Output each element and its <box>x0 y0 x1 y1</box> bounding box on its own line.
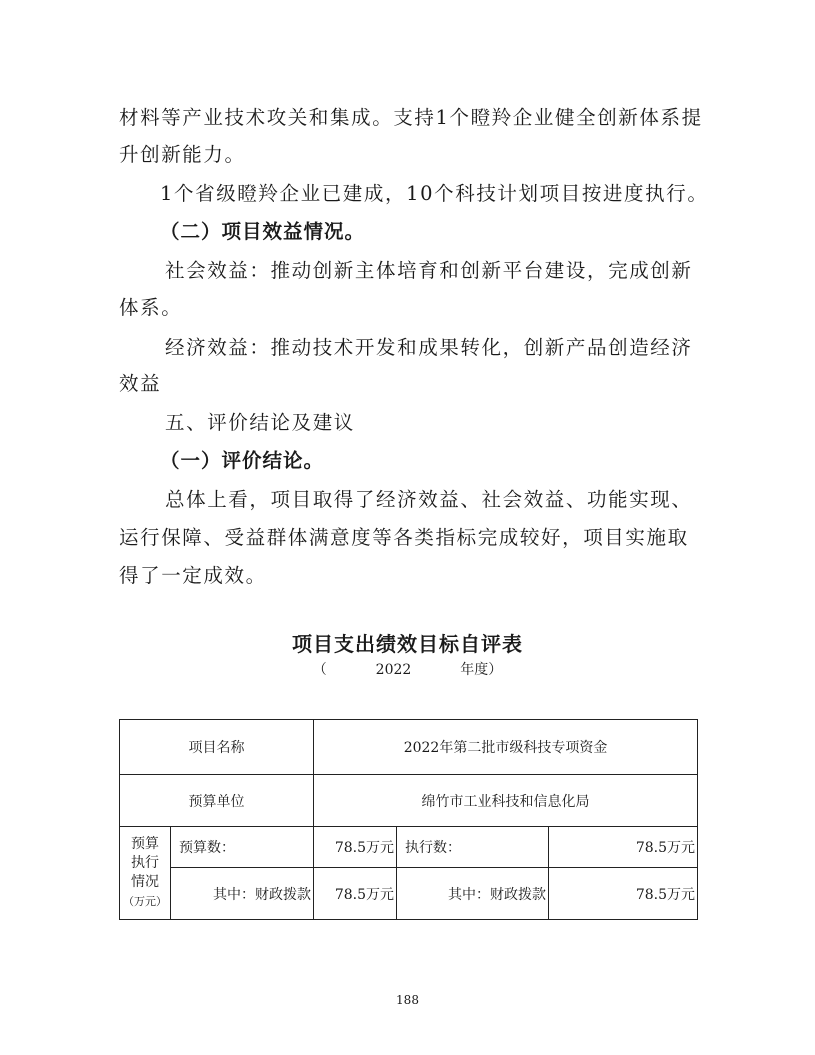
budget-unit-value: 绵竹市工业科技和信息化局 <box>314 775 698 827</box>
section-heading: 五、评价结论及建议 <box>165 411 355 434</box>
paragraph-line: 经济效益：推动技术开发和成果转化，创新产品创造经济 <box>165 336 693 359</box>
page-number: 188 <box>396 993 419 1007</box>
section-heading: （二）项目效益情况。 <box>160 220 366 243</box>
exec-label-line: 执行 <box>131 855 159 871</box>
fiscal-value: 78.5万元 <box>549 868 698 920</box>
paragraph-line: 1个省级瞪羚企业已建成，10个科技计划项目按进度执行。 <box>160 182 709 205</box>
table-title: 项目支出绩效目标自评表 <box>292 632 523 656</box>
year-open: （ <box>312 662 327 678</box>
exec-status-label <box>120 827 171 920</box>
exec-amount-value: 78.5万元 <box>549 827 698 868</box>
paragraph-line: 社会效益：推动创新主体培育和创新平台建设，完成创新 <box>165 259 693 282</box>
paragraph-line: 运行保障、受益群体满意度等各类指标完成较好，项目实施取 <box>119 526 689 549</box>
fiscal-label: 其中：财政拨款 <box>171 868 314 920</box>
paragraph-line: 体系。 <box>119 296 183 319</box>
exec-label-unit: （万元） <box>123 895 167 908</box>
project-name-label: 项目名称 <box>120 720 314 775</box>
table-year-line <box>0 659 815 679</box>
section-heading: （一）评价结论。 <box>160 449 325 472</box>
year-close: 年度） <box>460 662 503 678</box>
year-value: 2022 <box>375 662 412 678</box>
budget-amount-label: 预算数： <box>171 827 314 868</box>
performance-table <box>119 719 698 920</box>
fiscal-label: 其中：财政拨款 <box>397 868 549 920</box>
paragraph-line: 材料等产业技术攻关和集成。支持1个瞪羚企业健全创新体系提 <box>119 106 703 129</box>
paragraph-line: 总体上看，项目取得了经济效益、社会效益、功能实现、 <box>165 488 693 511</box>
fiscal-value: 78.5万元 <box>314 868 397 920</box>
paragraph-line: 得了一定成效。 <box>119 564 267 587</box>
exec-label-line: 预算 <box>131 836 159 852</box>
exec-label-line: 情况 <box>131 874 159 890</box>
paragraph-line: 效益 <box>119 372 162 395</box>
paragraph-line: 升创新能力。 <box>119 143 246 166</box>
budget-amount-value: 78.5万元 <box>314 827 397 868</box>
project-name-value: 2022年第二批市级科技专项资金 <box>314 720 698 775</box>
exec-amount-label: 执行数： <box>397 827 549 868</box>
budget-unit-label: 预算单位 <box>120 775 314 827</box>
